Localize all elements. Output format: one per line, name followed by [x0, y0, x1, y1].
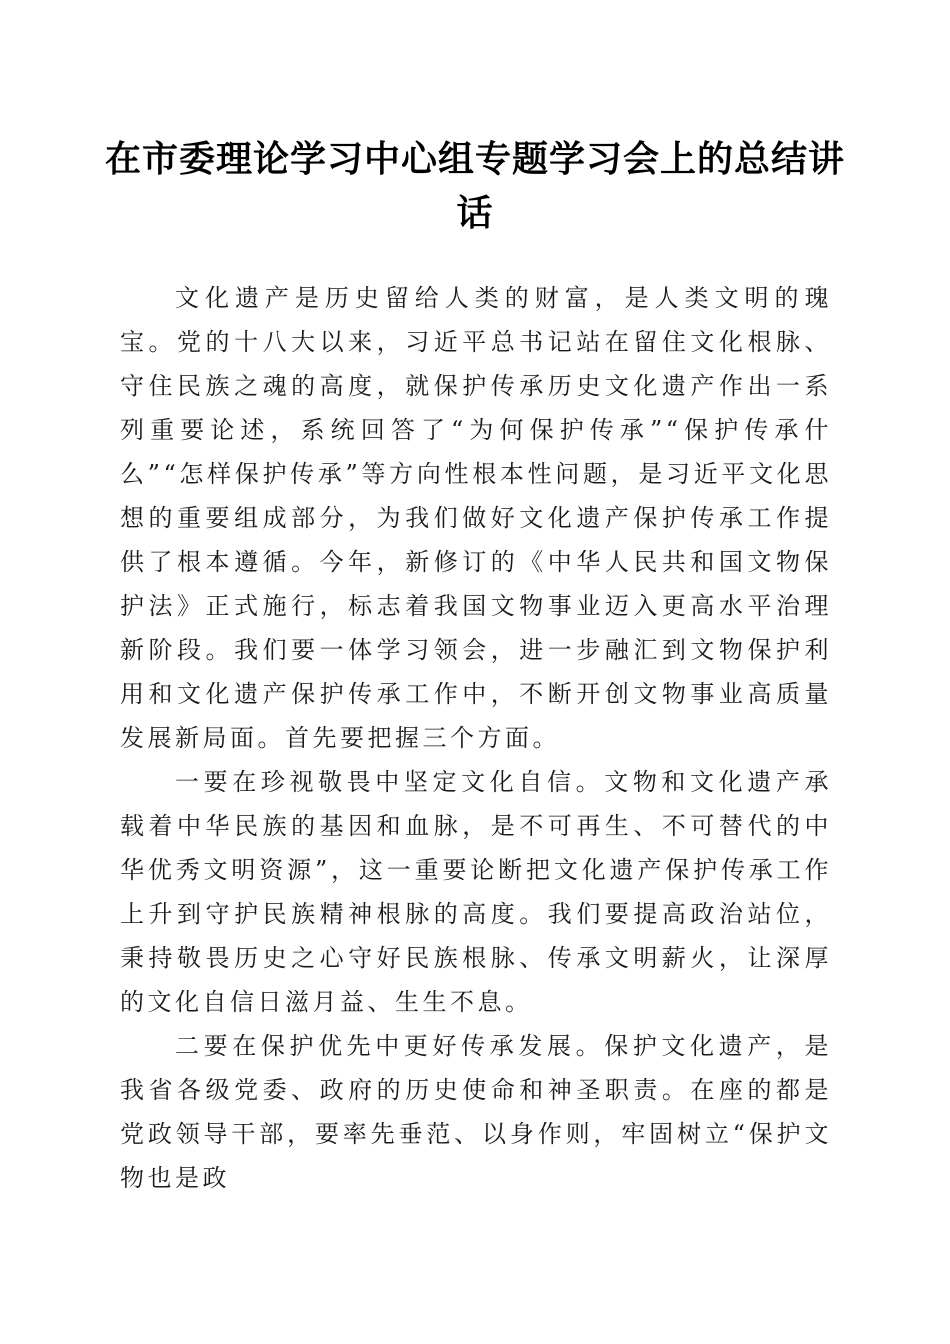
document-title: 在市委理论学习中心组专题学习会上的总结讲话 — [104, 138, 845, 234]
paragraph-intro: 文化遗产是历史留给人类的财富，是人类文明的瑰宝。党的十八大以来，习近平总书记站在留住文化根脉、守住民族之魂的高度，就保护传承历史文化遗产作出一系列重要论述，系统回答了“为何保护传承”“保护传承什么”“怎样保护传承”等方向性根本性问题，是习近平文化思想的重要组成部分，为我们做好文化遗产保护传承工作提供了根本遵循。今年，新修订的《中华人民共和国文物保护法》正式施行，标志着我国文物事业迈入更高水平治理新阶段。我们要一体学习领会，进一步融汇到文物保护利用和文化遗产保护传承工作中，不断开创文物事业高质量发展新局面。首先要把握三个方面。 — [120, 284, 832, 752]
paragraph-point-two: 二要在保护优先中更好传承发展。保护文化遗产，是我省各级党委、政府的历史使命和神圣职责。在座的都是党政领导干部，要率先垂范、以身作则，牢固树立“保护文物也是政 — [120, 1032, 832, 1192]
paragraph-point-one: 一要在珍视敬畏中坚定文化自信。文物和文化遗产承载着中华民族的基因和血脉，是不可再生、不可替代的中华优秀文明资源”，这一重要论断把文化遗产保护传承工作上升到守护民族精神根脉的高度。我们要提高政治站位，秉持敬畏历史之心守好民族根脉、传承文明薪火，让深厚的文化自信日滋月益、生生不息。 — [120, 768, 832, 1016]
document-body — [120, 276, 832, 1200]
